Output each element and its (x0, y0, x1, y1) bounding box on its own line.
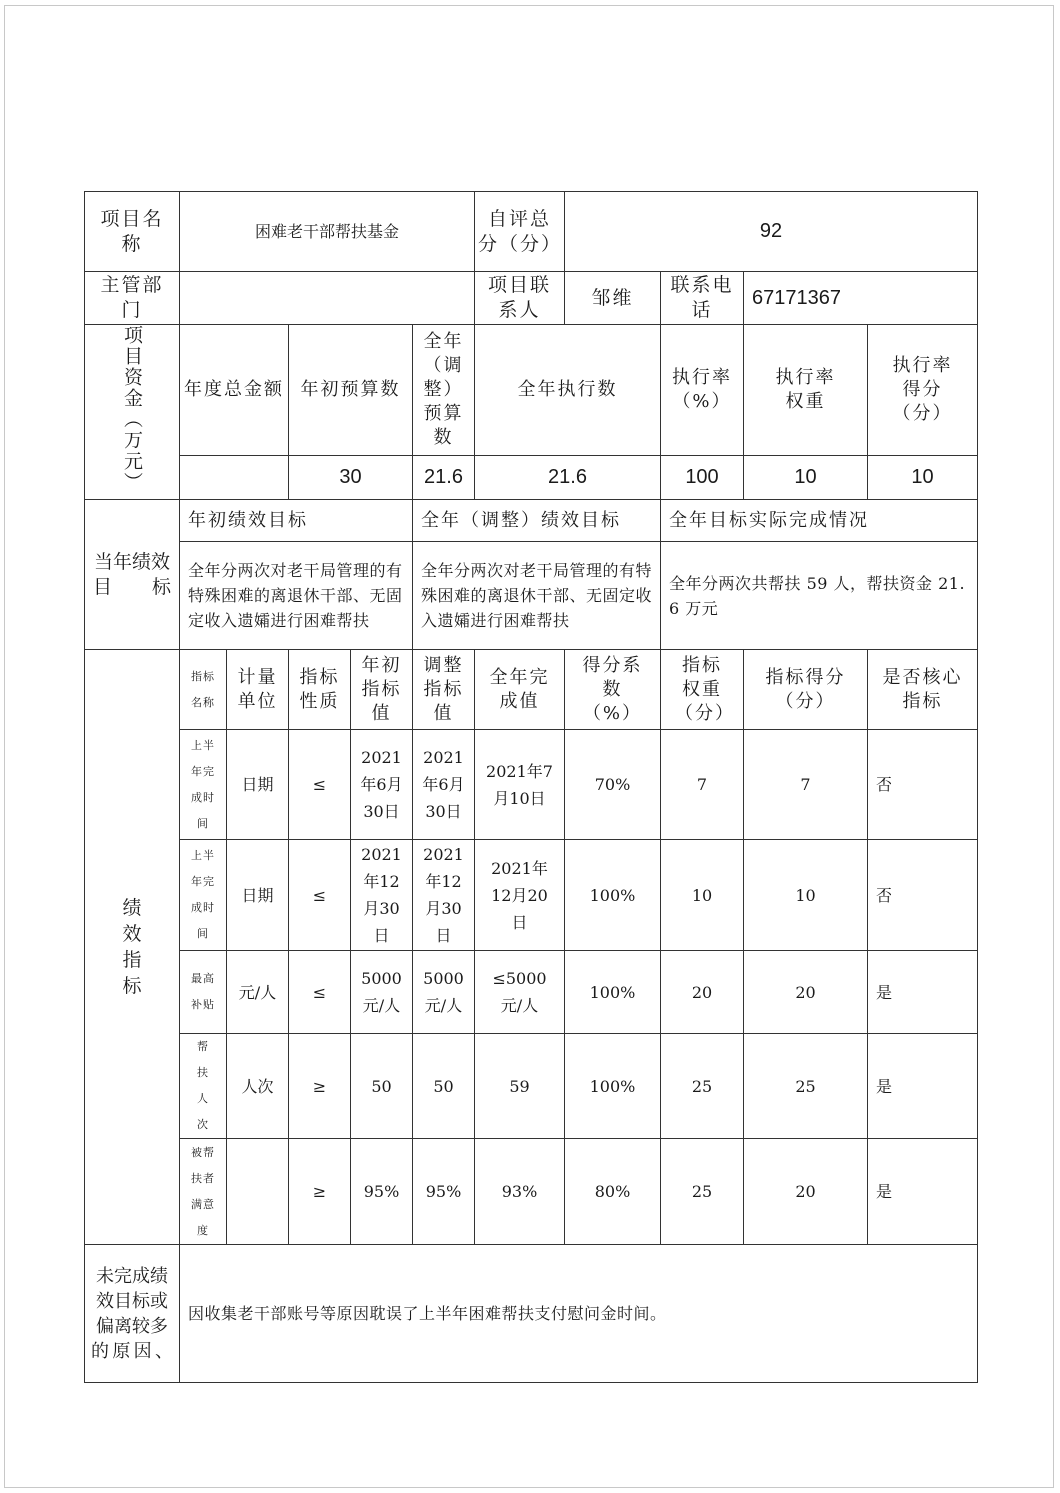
funds-adjusted-header: 全年（调整）预算数 (413, 325, 475, 456)
indicator-score: 25 (744, 1034, 868, 1139)
indicator-score: 20 (744, 951, 868, 1034)
indicator-core: 是 (868, 1139, 978, 1245)
indicator-adjusted: 2021年12月30日 (413, 840, 475, 951)
indicator-completed: ≤5000元/人 (475, 951, 565, 1034)
indicators-section-label: 绩效指标 (85, 650, 180, 1245)
indicator-weight: 25 (661, 1034, 744, 1139)
project-name-value: 困难老干部帮扶基金 (180, 192, 475, 272)
indicator-adjusted: 95% (413, 1139, 475, 1245)
indicator-weight: 25 (661, 1139, 744, 1245)
indicator-initial: 2021年12月30日 (351, 840, 413, 951)
goals-initial-header: 年初绩效目标 (180, 500, 413, 542)
goals-adjusted-header: 全年（调整）绩效目标 (413, 500, 661, 542)
indicator-coef: 80% (565, 1139, 661, 1245)
funds-rate-value: 100 (661, 455, 744, 499)
department-value (180, 272, 475, 325)
indicator-name: 被帮扶者满意度 (180, 1139, 227, 1245)
phone-value: 67171367 (744, 272, 978, 325)
indicator-name: 上半年完成时间 (180, 730, 227, 840)
contact-name: 邹维 (565, 272, 661, 325)
indicator-name: 上半年完成时间 (180, 840, 227, 951)
ind-header-adjusted: 调整指标值 (413, 650, 475, 730)
funds-total-header: 年度总金额 (180, 325, 289, 456)
funds-rate-header: 执行率（%） (661, 325, 744, 456)
indicator-completed: 2021年12月20日 (475, 840, 565, 951)
department-row (85, 272, 978, 325)
indicator-initial: 5000元/人 (351, 951, 413, 1034)
indicator-completed: 93% (475, 1139, 565, 1245)
indicator-nature: ≤ (289, 840, 351, 951)
indicator-coef: 100% (565, 840, 661, 951)
indicator-core: 是 (868, 1034, 978, 1139)
funds-initial-value: 30 (289, 455, 413, 499)
indicator-completed: 2021年7月10日 (475, 730, 565, 840)
indicators-header-row (85, 650, 978, 730)
department-label: 主管部门 (85, 272, 180, 325)
funds-header-row (85, 325, 978, 456)
funds-score-header: 执行率得分（分） (868, 325, 978, 456)
indicator-weight: 7 (661, 730, 744, 840)
indicator-nature: ≤ (289, 951, 351, 1034)
ind-header-coef: 得分系数（%） (565, 650, 661, 730)
ind-header-weight: 指标权重（分） (661, 650, 744, 730)
self-score-label: 自评总分（分） (475, 192, 565, 272)
performance-evaluation-table (84, 191, 978, 1383)
indicator-unit: 元/人 (227, 951, 289, 1034)
reasons-row (85, 1245, 978, 1383)
indicator-adjusted: 2021年6月30日 (413, 730, 475, 840)
indicator-row (85, 840, 978, 951)
project-name-row (85, 192, 978, 272)
indicator-unit: 日期 (227, 730, 289, 840)
funds-weight-value: 10 (744, 455, 868, 499)
indicator-name: 帮扶人次 (180, 1034, 227, 1139)
indicator-nature: ≥ (289, 1139, 351, 1245)
indicator-initial: 50 (351, 1034, 413, 1139)
ind-header-nature: 指标性质 (289, 650, 351, 730)
indicator-core: 是 (868, 951, 978, 1034)
indicator-score: 7 (744, 730, 868, 840)
ind-header-core: 是否核心指标 (868, 650, 978, 730)
goals-actual-header: 全年目标实际完成情况 (661, 500, 978, 542)
funds-adjusted-value: 21.6 (413, 455, 475, 499)
funds-executed-header: 全年执行数 (475, 325, 661, 456)
ind-header-initial: 年初指标值 (351, 650, 413, 730)
indicator-weight: 10 (661, 840, 744, 951)
indicator-coef: 100% (565, 1034, 661, 1139)
indicator-initial: 2021年6月30日 (351, 730, 413, 840)
goals-adjusted-text: 全年分两次对老干局管理的有特殊困难的离退休干部、无固定收入遗孀进行困难帮扶 (413, 542, 661, 650)
indicator-coef: 70% (565, 730, 661, 840)
indicator-adjusted: 50 (413, 1034, 475, 1139)
ind-header-completed: 全年完成值 (475, 650, 565, 730)
funds-weight-header: 执行率权重 (744, 325, 868, 456)
indicator-row (85, 1139, 978, 1245)
indicator-unit: 人次 (227, 1034, 289, 1139)
goals-section-label: 当年绩效目标 (85, 500, 180, 650)
indicator-unit (227, 1139, 289, 1245)
contact-label: 项目联系人 (475, 272, 565, 325)
indicator-name: 最高补贴 (180, 951, 227, 1034)
indicator-score: 20 (744, 1139, 868, 1245)
indicator-row (85, 730, 978, 840)
funds-section-label: 项目资金（万元） (85, 325, 180, 500)
funds-initial-header: 年初预算数 (289, 325, 413, 456)
ind-header-unit: 计量单位 (227, 650, 289, 730)
indicator-initial: 95% (351, 1139, 413, 1245)
indicator-weight: 20 (661, 951, 744, 1034)
indicator-coef: 100% (565, 951, 661, 1034)
indicator-nature: ≤ (289, 730, 351, 840)
phone-label: 联系电话 (661, 272, 744, 325)
funds-executed-value: 21.6 (475, 455, 661, 499)
indicator-row (85, 951, 978, 1034)
funds-values-row (85, 455, 978, 499)
indicator-core: 否 (868, 840, 978, 951)
goals-text-row (85, 542, 978, 650)
ind-header-name: 指标名称 (180, 650, 227, 730)
funds-score-value: 10 (868, 455, 978, 499)
indicator-unit: 日期 (227, 840, 289, 951)
indicator-core: 否 (868, 730, 978, 840)
indicator-row (85, 1034, 978, 1139)
reasons-label: 未完成绩效目标或偏离较多的原因、 (85, 1245, 180, 1383)
goals-header-row (85, 500, 978, 542)
project-name-label: 项目名称 (85, 192, 180, 272)
funds-total-value (180, 455, 289, 499)
ind-header-score: 指标得分（分） (744, 650, 868, 730)
indicator-adjusted: 5000元/人 (413, 951, 475, 1034)
indicator-score: 10 (744, 840, 868, 951)
self-score-value: 92 (565, 192, 978, 272)
goals-actual-text: 全年分两次共帮扶 59 人，帮扶资金 21.6 万元 (661, 542, 978, 650)
indicator-nature: ≥ (289, 1034, 351, 1139)
goals-initial-text: 全年分两次对老干局管理的有特殊困难的离退休干部、无固定收入遗孀进行困难帮扶 (180, 542, 413, 650)
indicator-completed: 59 (475, 1034, 565, 1139)
reasons-text: 因收集老干部账号等原因耽误了上半年困难帮扶支付慰问金时间。 (180, 1245, 978, 1383)
